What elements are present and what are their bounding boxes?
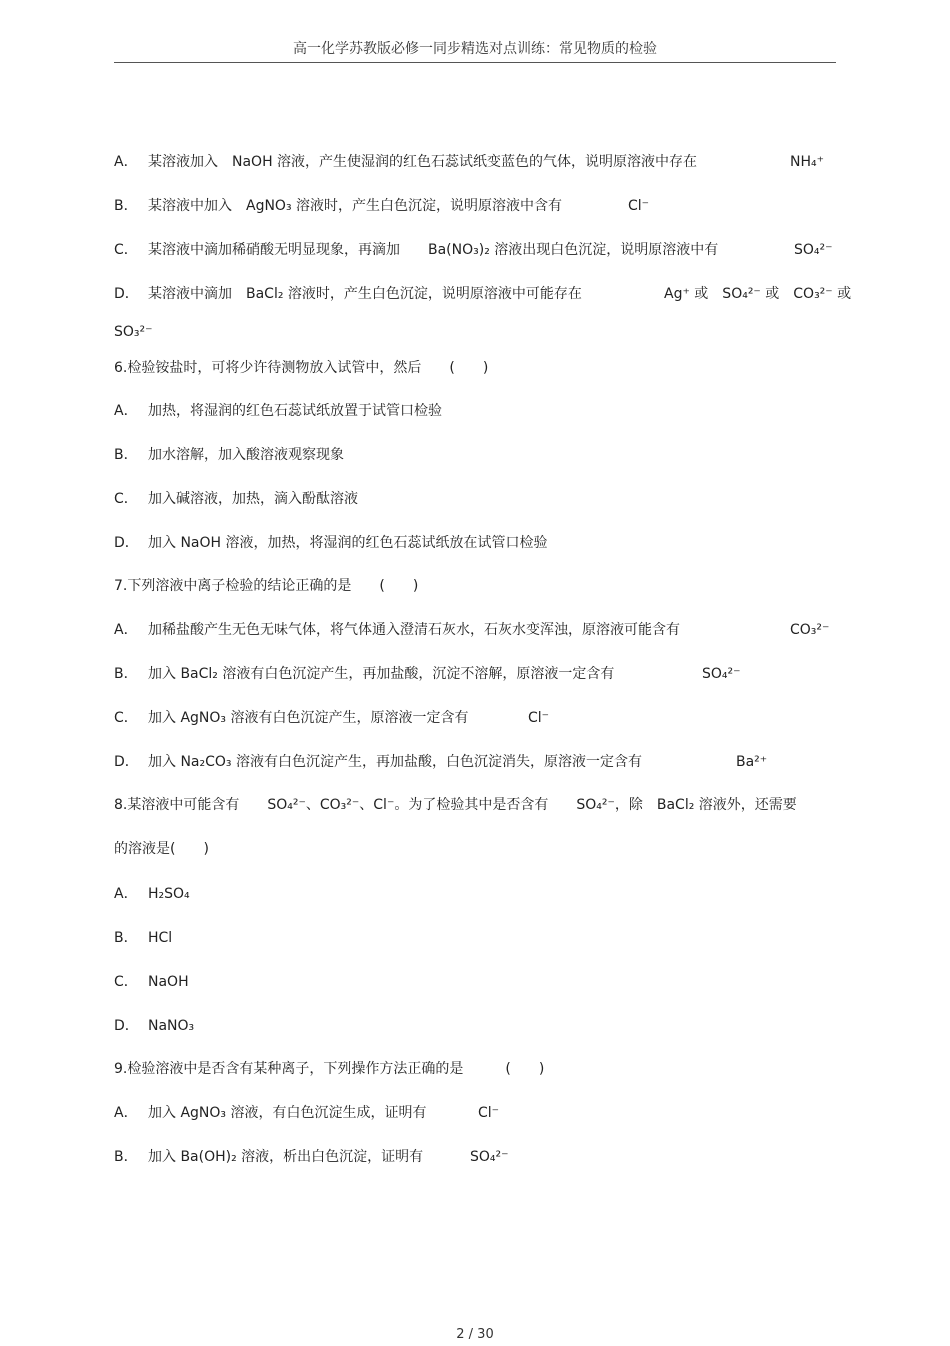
page-number: 2 / 30 [456,1327,494,1342]
option-marker: B． [114,447,138,463]
q5-option-a-ion: NH₄⁺ [790,154,825,170]
option-text: 某溶液中加入 AgNO₃ 溶液时，产生白色沉淀，说明原溶液中含有 [148,198,563,214]
option-text: 某溶液中滴加 BaCl₂ 溶液时，产生白色沉淀，说明原溶液中可能存在 [148,286,582,302]
q7-option-d-ion: Ba²⁺ [736,754,768,770]
q6-option-a [114,401,442,421]
q8-option-b [114,928,172,948]
q5-option-d-ions: Ag⁺ 或 SO₄²⁻ 或 CO₃²⁻ 或 [664,286,852,302]
option-marker: D． [114,1018,139,1034]
option-text: 加入 NaOH 溶液，加热，将湿润的红色石蕊试纸放在试管口检验 [148,535,548,551]
option-text: 加入 Ba(OH)₂ 溶液，析出白色沉淀，证明有 [148,1149,424,1165]
option-text: 加稀盐酸产生无色无味气体，将气体通入澄清石灰水，石灰水变浑浊，原溶液可能含有 [148,622,680,638]
q9-option-b-ion: SO₄²⁻ [470,1149,509,1165]
page-header-title: 高一化学苏教版必修一同步精选对点训练：常见物质的检验 [293,41,657,57]
option-text: HCl [148,930,173,946]
option-marker: A． [114,1105,138,1121]
option-marker: C． [114,974,138,990]
q7-option-b [114,664,614,684]
option-text: 加入 Na₂CO₃ 溶液有白色沉淀产生，再加盐酸，白色沉淀消失，原溶液一定含有 [148,754,642,770]
q7-option-b-ion: SO₄²⁻ [702,666,741,682]
option-text: NaNO₃ [148,1018,195,1034]
option-marker: A． [114,886,138,902]
q6-option-b [114,445,344,465]
q7-option-c-ion: Cl⁻ [528,710,550,726]
option-marker: C． [114,242,138,258]
q7-stem: 7.下列溶液中离子检验的结论正确的是 ( ) [114,578,419,594]
option-marker: B． [114,1149,138,1165]
q6-option-c [114,489,358,509]
option-marker: B． [114,930,138,946]
q9-option-b [114,1147,423,1167]
option-text: 加热，将湿润的红色石蕊试纸放置于试管口检验 [148,403,442,419]
option-marker: D． [114,754,139,770]
option-marker: A． [114,154,138,170]
option-marker: D． [114,286,139,302]
option-marker: A． [114,622,138,638]
q9-option-a [114,1103,426,1123]
q7-option-c [114,708,468,728]
option-marker: A． [114,403,138,419]
option-text: 某溶液中滴加稀硝酸无明显现象，再滴加 Ba(NO₃)₂ 溶液出现白色沉淀，说明原溶液中有 [148,242,719,258]
header-divider [114,62,836,63]
option-marker: C． [114,491,138,507]
q8-option-d [114,1016,194,1036]
q6-stem: 6.检验铵盐时，可将少许待测物放入试管中，然后 ( ) [114,360,489,376]
option-text: 加入碱溶液，加热，滴入酚酞溶液 [148,491,358,507]
q8-option-a [114,884,190,904]
q5-option-d [114,284,582,304]
q9-stem: 9.检验溶液中是否含有某种离子，下列操作方法正确的是 ( ) [114,1061,545,1077]
q7-option-a-ion: CO₃²⁻ [790,622,830,638]
option-text: 加入 BaCl₂ 溶液有白色沉淀产生，再加盐酸，沉淀不溶解，原溶液一定含有 [148,666,615,682]
q8-option-c [114,972,189,992]
option-text: H₂SO₄ [148,886,190,902]
option-marker: B． [114,198,138,214]
option-marker: C． [114,710,138,726]
option-text: 加入 AgNO₃ 溶液，有白色沉淀生成，证明有 [148,1105,427,1121]
q5-option-b-ion: Cl⁻ [628,198,650,214]
option-text: 加入 AgNO₃ 溶液有白色沉淀产生，原溶液一定含有 [148,710,469,726]
q8-stem-line-1: 8.某溶液中可能含有 SO₄²⁻、CO₃²⁻、Cl⁻。为了检验其中是否含有 SO₄²⁻，除 BaCl₂ 溶液外，还需要 [114,797,797,813]
q7-option-d [114,752,642,772]
q6-option-d [114,533,548,553]
q5-option-a [114,152,697,172]
q5-option-c-ion: SO₄²⁻ [794,242,833,258]
q5-option-c [114,240,718,260]
option-text: 加水溶解，加入酸溶液观察现象 [148,447,344,463]
q7-option-a [114,620,680,640]
option-text: 某溶液加入 NaOH 溶液，产生使湿润的红色石蕊试纸变蓝色的气体，说明原溶液中存在 [148,154,698,170]
q5-option-d-continued: SO₃²⁻ [114,324,153,340]
option-marker: B． [114,666,138,682]
q8-stem-line-2: 的溶液是( ) [114,841,209,857]
q9-option-a-ion: Cl⁻ [478,1105,500,1121]
option-marker: D． [114,535,139,551]
option-text: NaOH [148,974,189,990]
q5-option-b [114,196,562,216]
